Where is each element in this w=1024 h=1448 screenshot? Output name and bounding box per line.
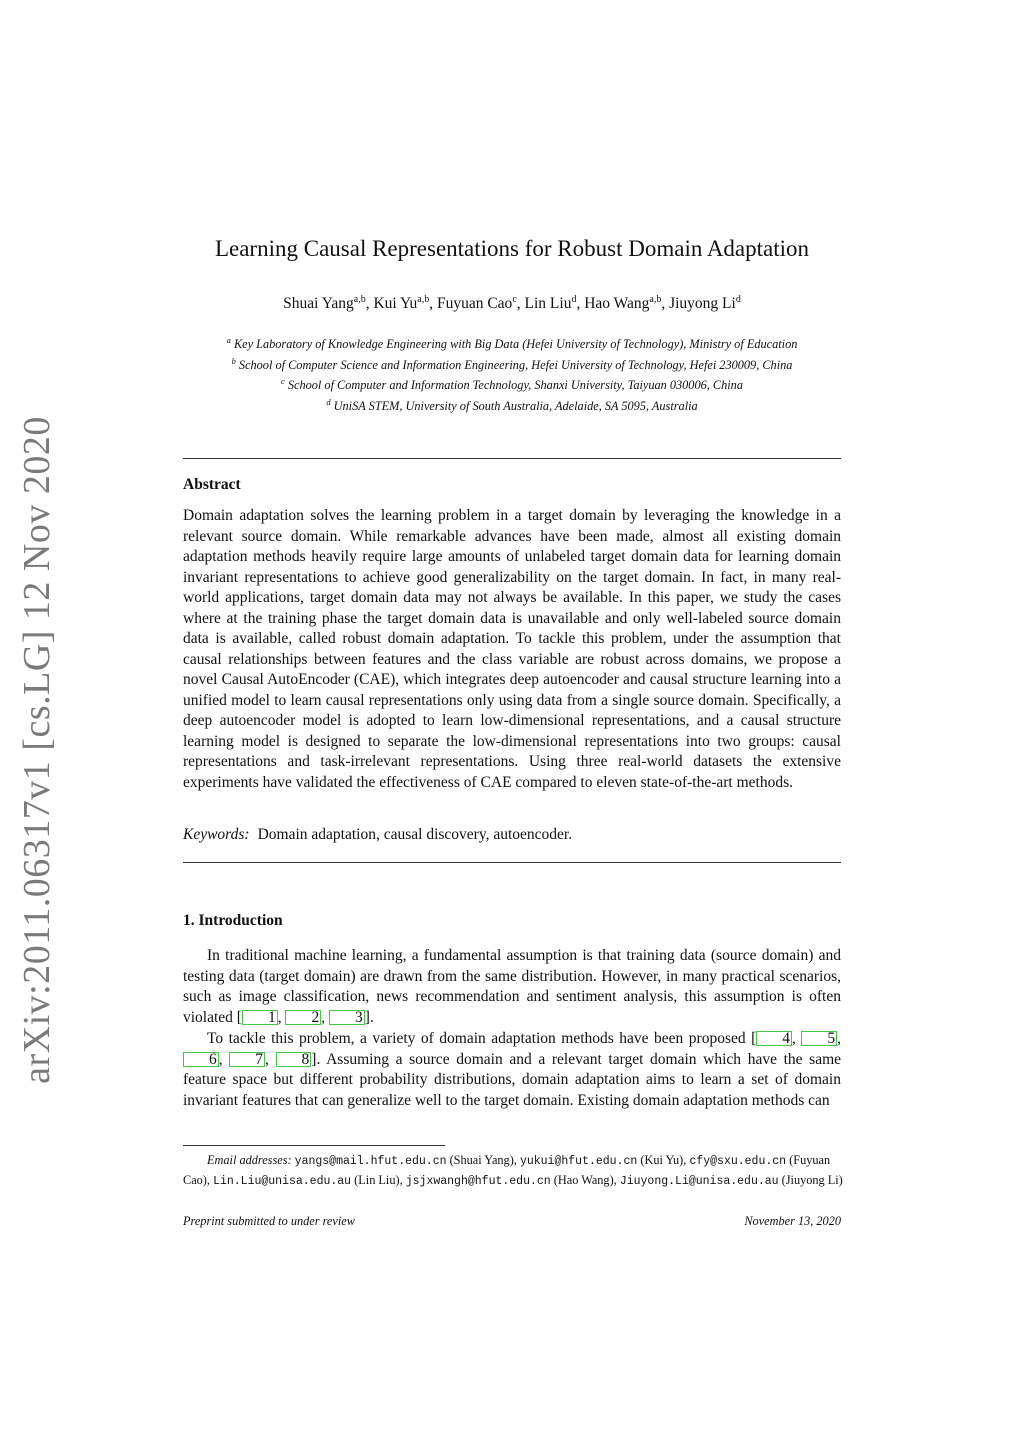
section-heading-introduction: 1. Introduction (183, 912, 283, 929)
keywords-text: Domain adaptation, causal discovery, autoencoder. (257, 826, 573, 843)
email[interactable]: yukui@hfut.edu.cn (519, 1155, 638, 1168)
email[interactable]: Lin.Liu@unisa.edu.au (213, 1175, 352, 1188)
citation-link[interactable]: 4 (756, 1031, 792, 1046)
email[interactable]: yangs@mail.hfut.edu.cn (294, 1155, 447, 1168)
email[interactable]: cfy@sxu.edu.cn (689, 1155, 787, 1168)
citation-link[interactable]: 5 (801, 1031, 837, 1046)
citation-link[interactable]: 1 (242, 1010, 278, 1025)
affiliation: $^b$ School of Computer Science and Information Engineering, Hefei University of Technology, Hefei 230009, China (231, 355, 793, 372)
affiliations (0, 332, 1024, 414)
email[interactable]: jsjxwangh@hfut.edu.cn (405, 1175, 551, 1188)
abstract-bottom-rule (183, 862, 841, 863)
affiliation: $^c$ School of Computer and Information Technology, Shanxi University, Taiyuan 030006, China (281, 376, 743, 393)
author-list (0, 294, 1024, 313)
paragraph: To tackle this problem, a variety of domain adaptation methods have been proposed [ 4 , 5 , 6 , 7 , 8 ]. Assuming a source domain and a relevant target domain which have the same feature space but different probability distributions, domain adaptation aims to learn a set of domain invariant features that can generalize well to the target domain. Existing domain adaptation methods can (183, 1029, 842, 1109)
paper-title: Learning Causal Representations for Robust Domain Adaptation (214, 236, 810, 261)
citation-link[interactable]: 3 (329, 1010, 365, 1025)
abstract-heading: Abstract (183, 476, 241, 493)
keywords (183, 826, 841, 844)
abstract-text: Domain adaptation solves the learning problem in a target domain by leveraging the knowledge in a relevant source domain. While remarkable advances have been made, almost all existing domain adaptation methods heavily require large amounts of unlabeled target domain data for learning domain invariant representations to achieve good generalizability on the target domain. In fact, in many real-world applications, target domain data may not always be available. In this paper, we study the cases where at the training phase the target domain data is unavailable and only well-labeled source domain data is available, called robust domain adaptation. To tackle this problem, under the assumption that causal relationships between features and the class variable are robust across domains, we propose a novel Causal AutoEncoder (CAE), which integrates deep autoencoder and causal structure learning into a unified model to learn causal representations only using data from a single source domain. Specifically, a deep autoencoder model is adopted to learn low-dimensional representations, and a causal structure learning model is designed to separate the low-dimensional representations into two groups: causal representations and task-irrelevant representations. Using three real-world datasets the extensive experiments have validated the effectiveness of CAE compared to eleven state-of-the-art methods. (183, 507, 841, 791)
citation-link[interactable]: 8 (276, 1052, 312, 1067)
footnote-label: Email addresses: (207, 1153, 292, 1167)
abstract-top-rule (183, 458, 841, 459)
author: Shuai Yang$^{a,b}$, (283, 294, 374, 313)
footnote-emails: Email addresses: yangs@mail.hfut.edu.cn (Shuai Yang), yukui@hfut.edu.cn (Kui Yu), cfy@sxu.edu.cn (Fuyuan Cao), Lin.Liu@unisa.edu.au (Lin Liu), jsjxwangh@hfut.edu.cn (Hao Wang), Jiuyong.Li@unisa.edu.au (Jiuyong Li) (183, 1153, 843, 1188)
footnote-rule (183, 1145, 445, 1146)
arxiv-sidebar-stamp (12, 416, 62, 1084)
citation-link[interactable]: 6 (183, 1052, 219, 1067)
author: Kui Yu$^{a,b}$, (373, 294, 437, 313)
email[interactable]: Jiuyong.Li@unisa.edu.au (619, 1175, 779, 1188)
date: November 13, 2020 (744, 1214, 841, 1228)
author: Lin Liu$^d$, (524, 294, 585, 313)
arxiv-id: arXiv:2011.06317v1 [cs.LG] 12 Nov 2020 (16, 416, 58, 1084)
citation-link[interactable]: 7 (229, 1052, 265, 1067)
introduction-body (183, 946, 841, 1112)
author: Fuyuan Cao$^c$, (436, 294, 525, 313)
paragraph: In traditional machine learning, a fundamental assumption is that training data (source domain) and testing data (target domain) are drawn from the same distribution. However, in many practical scenarios, such as image classification, news recommendation and sentiment analysis, this assumption is often violated [ 1 , 2 , 3 ]. (183, 947, 841, 1027)
author: Hao Wang$^{a,b}$, (584, 294, 670, 313)
affiliation: $^a$ Key Laboratory of Knowledge Engineering with Big Data (Hefei University of Technology), Ministry of Education (226, 335, 798, 352)
keywords-label: Keywords: (183, 826, 250, 843)
citation-link[interactable]: 2 (285, 1010, 321, 1025)
preprint-note: Preprint submitted to under review (183, 1214, 355, 1228)
author: Jiuyong Li$^d$ (669, 294, 741, 313)
affiliation: $^d$ UniSA STEM, University of South Australia, Adelaide, SA 5095, Australia (326, 396, 698, 413)
